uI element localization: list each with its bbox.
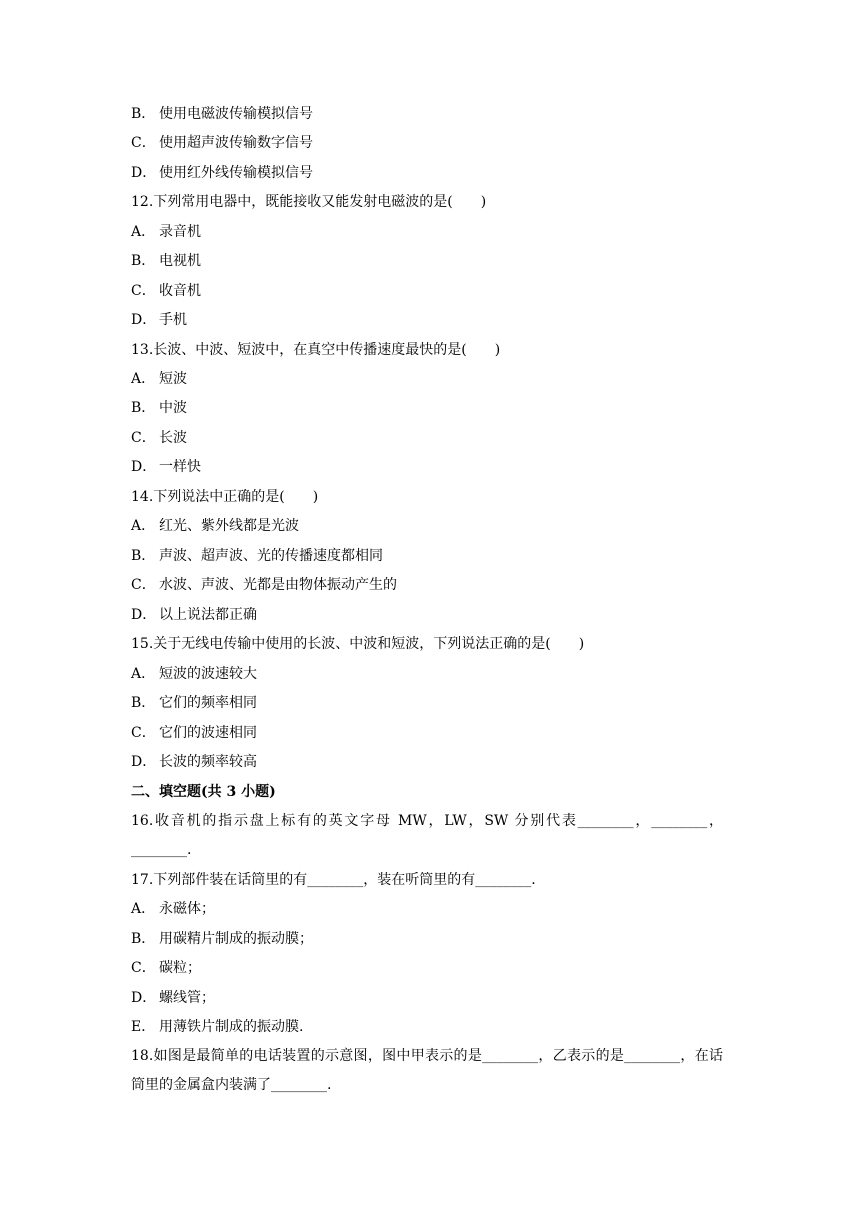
q11-option-b: [131, 104, 313, 124]
option-label: D．: [131, 990, 157, 1006]
option-text: 用薄铁片制成的振动膜.: [159, 1019, 304, 1035]
option-text: 红光、紫外线都是光波: [159, 518, 299, 534]
option-label: B．: [131, 400, 156, 416]
option-label: B．: [131, 106, 156, 122]
q15-option-b: [131, 693, 257, 713]
option-text: 用碳精片制成的振动膜；: [159, 931, 313, 947]
option-text: 电视机: [159, 253, 201, 269]
option-text: 它们的频率相同: [159, 695, 257, 711]
q11-option-c: [131, 133, 313, 153]
q17-option-c: [131, 958, 201, 978]
option-label: D．: [131, 754, 157, 770]
option-label: C．: [131, 725, 156, 741]
option-text: 碳粒；: [159, 960, 201, 976]
option-text: 中波: [159, 400, 187, 416]
section-heading: 二、填空题(共 3 小题): [131, 784, 276, 800]
option-label: B．: [131, 253, 156, 269]
option-label: C．: [131, 135, 156, 151]
q13-stem: 13.长波、中波、短波中，在真空中传播速度最快的是( ): [131, 342, 501, 358]
option-label: A．: [131, 224, 156, 240]
option-label: C．: [131, 283, 156, 299]
option-text: 永磁体；: [159, 901, 215, 917]
q13-option-c: [131, 428, 187, 448]
option-text: 短波: [159, 371, 187, 387]
option-label: B．: [131, 931, 156, 947]
q18-stem: 18.如图是最简单的电话装置的示意图，图中甲表示的是________，乙表示的是________，在话筒里的金属盒内装满了________.: [131, 1048, 723, 1093]
q14-option-a: [131, 516, 299, 536]
option-text: 使用超声波传输数字信号: [159, 135, 313, 151]
option-label: D．: [131, 459, 157, 475]
q13-option-d: [131, 457, 201, 477]
option-text: 长波的频率较高: [159, 754, 257, 770]
q12-option-d: [131, 310, 187, 330]
option-label: D．: [131, 312, 157, 328]
q15-option-c: [131, 723, 257, 743]
q14-option-d: [131, 605, 257, 625]
option-text: 使用红外线传输模拟信号: [159, 165, 313, 181]
q13-option-a: [131, 369, 187, 389]
option-text: 螺线管；: [159, 990, 215, 1006]
option-label: E．: [131, 1019, 156, 1035]
q17-option-b: [131, 929, 313, 949]
q14-option-c: [131, 575, 397, 595]
option-label: C．: [131, 960, 156, 976]
option-label: A．: [131, 371, 156, 387]
option-label: A．: [131, 901, 156, 917]
option-text: 长波: [159, 430, 187, 446]
q15-option-a: [131, 664, 257, 684]
option-text: 水波、声波、光都是由物体振动产生的: [159, 577, 397, 593]
option-text: 一样快: [159, 459, 201, 475]
q12-option-a: [131, 222, 201, 242]
option-text: 手机: [159, 312, 187, 328]
option-text: 短波的波速较大: [159, 666, 257, 682]
q17-option-a: [131, 899, 215, 919]
option-label: D．: [131, 607, 157, 623]
option-label: A．: [131, 518, 156, 534]
q11-option-d: [131, 163, 313, 183]
option-label: B．: [131, 548, 156, 564]
option-label: C．: [131, 577, 156, 593]
q12-option-c: [131, 281, 201, 301]
option-text: 声波、超声波、光的传播速度都相同: [159, 548, 383, 564]
option-text: 它们的波速相同: [159, 725, 257, 741]
q12-option-b: [131, 251, 201, 271]
option-label: A．: [131, 666, 156, 682]
option-label: D．: [131, 165, 157, 181]
option-text: 使用电磁波传输模拟信号: [159, 106, 313, 122]
q15-option-d: [131, 752, 257, 772]
q12-stem: 12.下列常用电器中，既能接收又能发射电磁波的是( ): [131, 194, 487, 210]
option-text: 录音机: [159, 224, 201, 240]
q13-option-b: [131, 398, 187, 418]
q16-stem: 16.收音机的指示盘上标有的英文字母 MW，LW，SW 分别代表________，________，________.: [131, 813, 723, 858]
q17-option-d: [131, 988, 215, 1008]
option-text: 收音机: [159, 283, 201, 299]
q17-stem: 17.下列部件装在话筒里的有________，装在听筒里的有________.: [131, 872, 536, 888]
q17-option-e: [131, 1017, 303, 1037]
q15-stem: 15.关于无线电传输中使用的长波、中波和短波，下列说法正确的是( ): [131, 636, 585, 652]
option-text: 以上说法都正确: [159, 607, 257, 623]
option-label: B．: [131, 695, 156, 711]
q14-stem: 14.下列说法中正确的是( ): [131, 489, 319, 505]
q14-option-b: [131, 546, 383, 566]
option-label: C．: [131, 430, 156, 446]
